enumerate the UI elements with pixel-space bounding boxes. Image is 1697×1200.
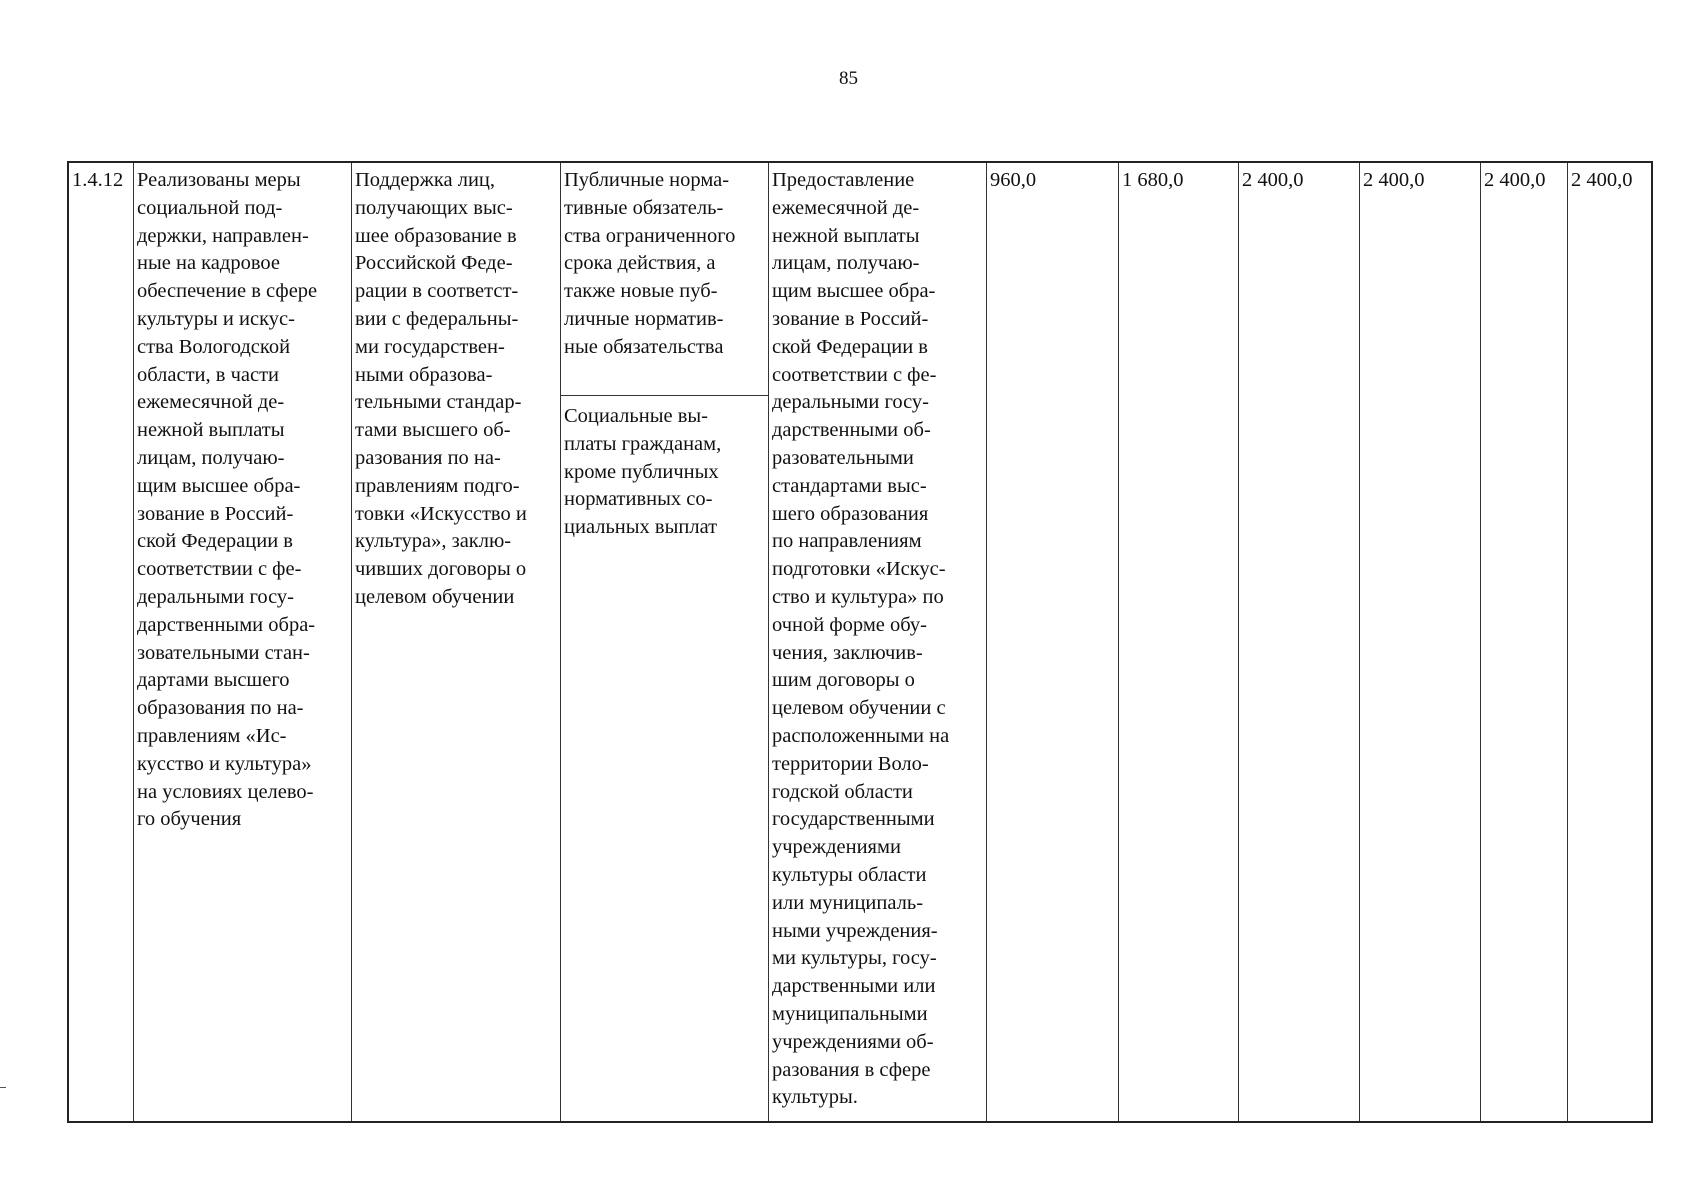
value-column-4: [1360, 163, 1481, 1121]
value-cell: 2 400,0: [1363, 169, 1425, 191]
obligation-type-text: Публичные норма- тивные обязатель- ства ограниченного срока действия, а также новые пуб- личные норматив- ные обязательства: [564, 169, 736, 358]
value-cell: 2 400,0: [1484, 169, 1546, 191]
value-column-5: [1481, 163, 1568, 1121]
description-text: Предоставление ежемесячной де- нежной выплаты лицам, получаю- щим высшее обра- зование в Россий- ской Федерации в соответствии с фе- деральными госу- дарственными об- разовательными стандартами выс- шего образования по направлениям подготовки «Искус- ство и культура» по очной форме обу- чения, заключив- шим договоры о целевом обучении с расположенными на территории Воло- годской области государственными учреждениями культуры области или муниципаль- ными учреждения- ми культуры, госу- дарственными или муниципальными учреждениями об- разования в сфере культуры.: [772, 169, 950, 1109]
value-cell: 1 680,0: [1122, 169, 1184, 191]
value-cell: 2 400,0: [1242, 169, 1304, 191]
obligation-sub-divider: [561, 395, 768, 396]
value-column-1: [987, 163, 1119, 1121]
page-number: 85: [839, 68, 858, 89]
row-code: 1.4.12: [72, 169, 124, 191]
budget-table: [67, 161, 1653, 1123]
description-column: [769, 163, 987, 1121]
value-column-3: [1239, 163, 1360, 1121]
obligation-column: [561, 163, 769, 1121]
result-column: [134, 163, 352, 1121]
value-cell: 960,0: [990, 169, 1037, 191]
value-column-6: [1568, 163, 1653, 1121]
scan-edge-mark: [0, 1087, 6, 1088]
measure-text: Поддержка лиц, получающих выс- шее образование в Российской Феде- рации в соответст- вии с федеральны- ми государствен- ными образова- тельными стандар- тами высшего об- разования по на- правлениям подго- товки «Искусство и культура», заклю- чивших договоры о целевом обучении: [355, 169, 527, 608]
expense-type-text: Социальные вы- платы гражданам, кроме публичных нормативных со- циальных выплат: [564, 405, 722, 539]
code-column: [69, 163, 134, 1121]
result-text: Реализованы меры социальной под- держки, направлен- ные на кадровое обеспечение в сфере культуры и искус- ства Вологодской области, в части ежемесячной де- нежной выплаты лицам, получаю- щим высшее обра- зование в Россий- ской Федерации в соответствии с фе- деральными госу- дарственными обра- зовательными стан- дартами высшего образования по на- правлениям «Ис- кусство и культура» на условиях целево- го обучения: [137, 169, 318, 831]
value-column-2: [1119, 163, 1239, 1121]
measure-column: [352, 163, 561, 1121]
value-cell: 2 400,0: [1571, 169, 1633, 191]
